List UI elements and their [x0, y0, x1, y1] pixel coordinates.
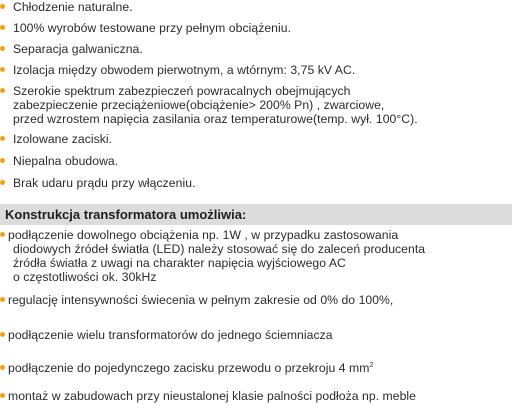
feature-item-line: przed wzrostem napięcia zasilania oraz temperaturowe(temp. wył. 100°C).: [13, 112, 418, 126]
feature-item: Izolowane zaciski.: [13, 132, 113, 146]
feature-item: Niepalna obudowa.: [13, 154, 119, 168]
section-item-line: o częstotliwości ok. 30kHz: [13, 270, 157, 284]
bullet-icon: [0, 46, 5, 51]
feature-item-line: Szerokie spektrum zabezpieczeń powracalnych obejmujących: [13, 84, 351, 98]
bullet-icon: [0, 4, 5, 9]
bullet-icon: [0, 180, 5, 185]
section-item: regulację intensywności świecenia w pełnym zakresie od 0% do 100%,: [8, 293, 394, 307]
bullet-icon: [0, 67, 5, 72]
bullet-icon: [0, 365, 5, 370]
section-item: [8, 361, 373, 376]
bullet-icon: [0, 88, 5, 93]
section-item: podłączenie wielu transformatorów do jednego ściemniacza: [8, 328, 333, 342]
bullet-icon: [0, 158, 5, 163]
bullet-icon: [0, 25, 5, 30]
section-item-text: podłączenie do pojedynczego zacisku przewodu o przekroju 4 mm: [8, 361, 370, 375]
section-header: [0, 204, 512, 225]
feature-item-line: zabezpieczenie przeciążeniowe(obciążenie> 200% Pn) , zwarciowe,: [13, 98, 385, 112]
section-title: Konstrukcja transformatora umożliwia:: [5, 207, 247, 222]
feature-item: 100% wyrobów testowane przy pełnym obciążeniu.: [13, 21, 292, 35]
section-item-line: źródła światła z uwagi na charakter napięcia wyjściowego AC: [13, 256, 346, 270]
bullet-icon: [0, 393, 5, 398]
bullet-icon: [0, 297, 5, 302]
superscript: 2: [369, 362, 374, 369]
feature-item: Izolacja między obwodem pierwotnym, a wtórnym: 3,75 kV AC.: [13, 63, 356, 77]
feature-item: Separacja galwaniczna.: [13, 42, 143, 56]
feature-item: Brak udaru prądu przy włączeniu.: [13, 176, 196, 190]
feature-item: Chłodzenie naturalne.: [13, 0, 133, 14]
bullet-icon: [0, 332, 5, 337]
bullet-icon: [0, 232, 5, 237]
section-item-line: podłączenie dowolnego obciążenia np. 1W , w przypadku zastosowania: [8, 228, 399, 242]
bullet-icon: [0, 136, 5, 141]
section-item: montaż w zabudowach przy nieustalonej klasie palności podłoża np. meble: [8, 389, 417, 403]
section-item-line: diodowych źródeł światła (LED) należy stosować się do zaleceń producenta: [13, 242, 426, 256]
